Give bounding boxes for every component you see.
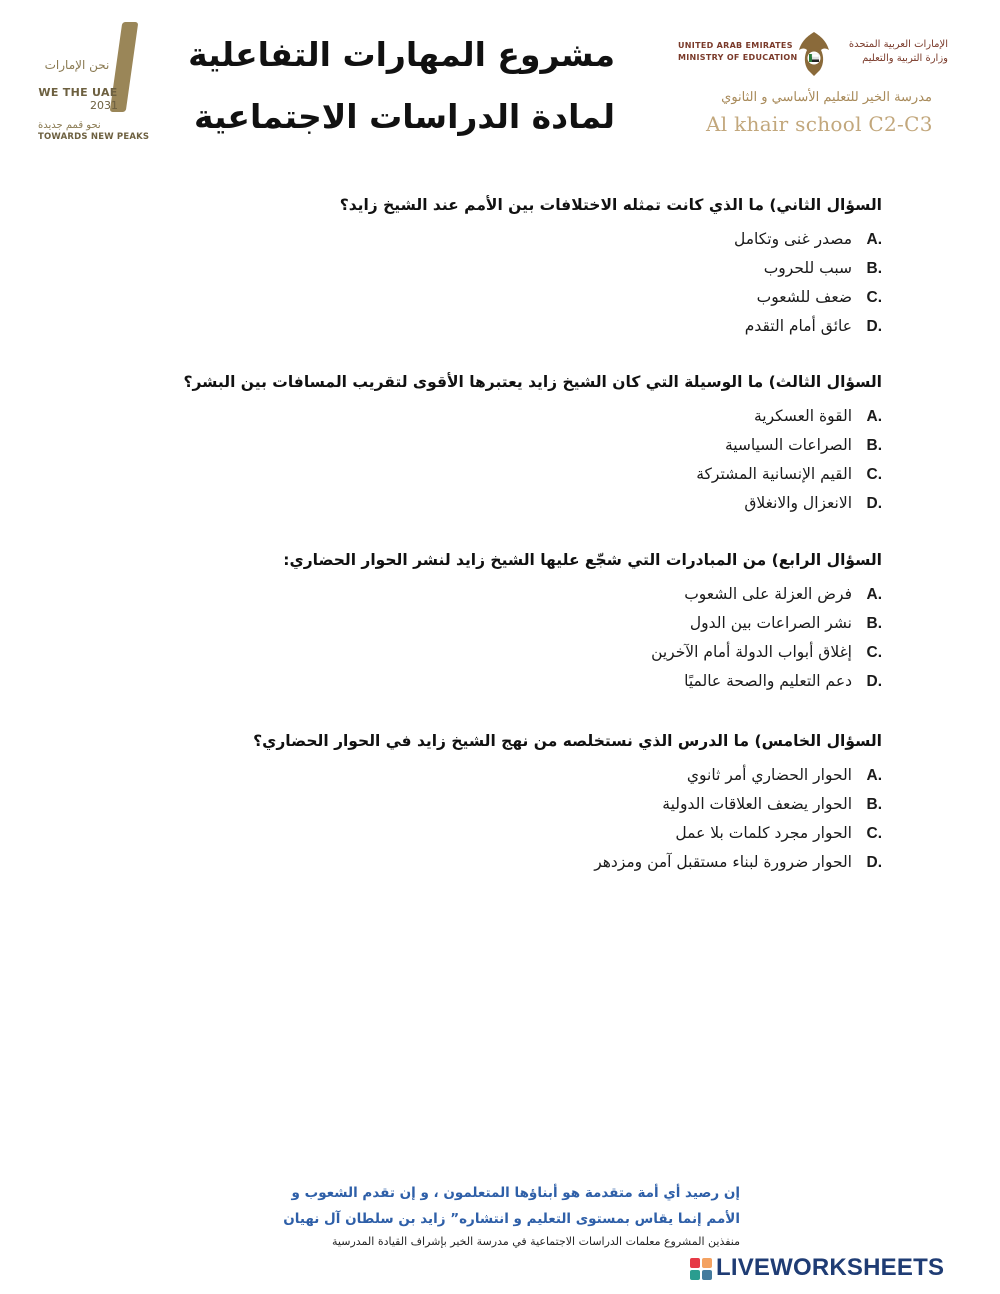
logo-arabic-tagline: نحو قمم جديدة <box>38 120 101 131</box>
logo-english: WE THE UAE <box>38 86 118 99</box>
option-item[interactable] <box>283 609 882 638</box>
option-letter: A. <box>866 231 882 248</box>
option-item[interactable] <box>253 790 882 819</box>
question-title: السؤال الثاني) ما الذي كانت تمثله الاختلافات بين الأمم عند الشيخ زايد؟ <box>339 196 882 214</box>
option-list <box>340 225 882 341</box>
logo-year: 2031 <box>90 99 118 112</box>
title-line-2: لمادة الدراسات الاجتماعية <box>193 97 615 136</box>
option-letter: A. <box>866 586 882 603</box>
question-title: السؤال الخامس) ما الدرس الذي نستخلصه من نهج الشيخ زايد في الحوار الحضاري؟ <box>253 732 882 750</box>
option-item[interactable] <box>340 312 882 341</box>
option-list <box>283 580 882 696</box>
option-text: سبب للحروب <box>763 259 852 277</box>
option-letter: A. <box>866 408 882 425</box>
option-text: فرض العزلة على الشعوب <box>684 585 852 603</box>
brand-wordmark: LIVEWORKSHEETS <box>716 1254 945 1281</box>
option-text: الانعزال والانغلاق <box>744 494 852 512</box>
option-text: القيم الإنسانية المشتركة <box>696 465 852 483</box>
option-letter: D. <box>866 673 882 690</box>
option-letter: B. <box>866 437 882 454</box>
option-text: الحوار ضرورة لبناء مستقبل آمن ومزدهر <box>594 853 852 871</box>
option-text: الحوار الحضاري أمر ثانوي <box>686 766 852 784</box>
option-letter: B. <box>866 796 882 813</box>
option-letter: D. <box>866 318 882 335</box>
option-letter: B. <box>866 615 882 632</box>
option-letter: C. <box>866 289 882 306</box>
question-title: السؤال الرابع) من المبادرات التي شجّع عليها الشيخ زايد لنشر الحوار الحضاري: <box>283 551 882 569</box>
option-text: نشر الصراعات بين الدول <box>689 614 852 632</box>
school-name-english: Al khair school C2-C3 <box>706 112 933 136</box>
option-letter: A. <box>866 767 882 784</box>
option-letter: B. <box>866 260 882 277</box>
quote-line-2: الأمم إنما يقاس بمستوى التعليم و انتشاره” زايد بن سلطان آل نهيان <box>283 1211 740 1227</box>
ministry-english <box>678 40 797 64</box>
option-text: إغلاق أبواب الدولة أمام الآخرين <box>651 643 852 661</box>
option-text: الحوار يضعف العلاقات الدولية <box>662 795 852 813</box>
option-item[interactable] <box>340 254 882 283</box>
footer-quote <box>210 1180 740 1252</box>
option-letter: D. <box>866 495 882 512</box>
question-4 <box>283 551 882 696</box>
logo-arabic-top: نحن الإمارات <box>44 58 110 72</box>
option-item[interactable] <box>184 402 882 431</box>
option-letter: D. <box>866 854 882 871</box>
option-letter: C. <box>866 466 882 483</box>
option-item[interactable] <box>184 431 882 460</box>
ministry-ar-line2: وزارة التربية والتعليم <box>862 53 948 64</box>
liveworksheets-brand[interactable] <box>690 1254 990 1284</box>
option-item[interactable] <box>253 819 882 848</box>
ministry-ar-line1: الإمارات العربية المتحدة <box>848 39 948 50</box>
question-title: السؤال الثالث) ما الوسيلة التي كان الشيخ زايد يعتبرها الأقوى لتقريب المسافات بين البشر؟ <box>183 373 882 391</box>
option-text: الحوار مجرد كلمات بلا عمل <box>675 824 852 842</box>
option-item[interactable] <box>340 283 882 312</box>
option-item[interactable] <box>184 489 882 518</box>
question-2 <box>340 196 882 341</box>
option-item[interactable] <box>283 667 882 696</box>
option-item[interactable] <box>184 460 882 489</box>
ministry-en-line1: UNITED ARAB EMIRATES <box>678 41 793 50</box>
option-item[interactable] <box>283 638 882 667</box>
ministry-logo <box>672 28 962 88</box>
option-item[interactable] <box>340 225 882 254</box>
logo-english-tagline: TOWARDS NEW PEAKS <box>38 132 150 142</box>
option-text: مصدر غنى وتكامل <box>733 230 852 248</box>
question-3 <box>184 373 882 518</box>
option-letter: C. <box>866 644 882 661</box>
option-text: عائق أمام التقدم <box>744 317 852 335</box>
falcon-emblem-icon <box>796 30 832 78</box>
option-item[interactable] <box>283 580 882 609</box>
school-name-arabic: مدرسة الخير للتعليم الأساسي و الثانوي <box>721 90 932 105</box>
ministry-en-line2: MINISTRY OF EDUCATION <box>678 53 798 62</box>
option-item[interactable] <box>253 848 882 877</box>
option-text: القوة العسكرية <box>754 407 852 425</box>
title-line-1: مشروع المهارات التفاعلية <box>188 35 615 74</box>
option-text: ضعف للشعوب <box>756 288 852 306</box>
project-credit: منفذين المشروع معلمات الدراسات الاجتماعية في مدرسة الخير بإشراف القيادة المدرسية <box>332 1235 740 1248</box>
page-title <box>175 24 615 148</box>
option-list <box>184 402 882 518</box>
option-text: الصراعات السياسية <box>724 436 852 454</box>
option-item[interactable] <box>253 761 882 790</box>
option-list <box>253 761 882 877</box>
question-5 <box>253 732 882 877</box>
option-text: دعم التعليم والصحة عالميًا <box>684 672 852 690</box>
ministry-arabic <box>849 38 948 66</box>
quote-line-1: إن رصيد أي أمة متقدمة هو أبناؤها المتعلمون ، و إن تقدم الشعوب و <box>291 1185 740 1201</box>
option-letter: C. <box>866 825 882 842</box>
we-the-uae-logo <box>38 20 158 150</box>
liveworksheets-icon <box>690 1258 712 1280</box>
